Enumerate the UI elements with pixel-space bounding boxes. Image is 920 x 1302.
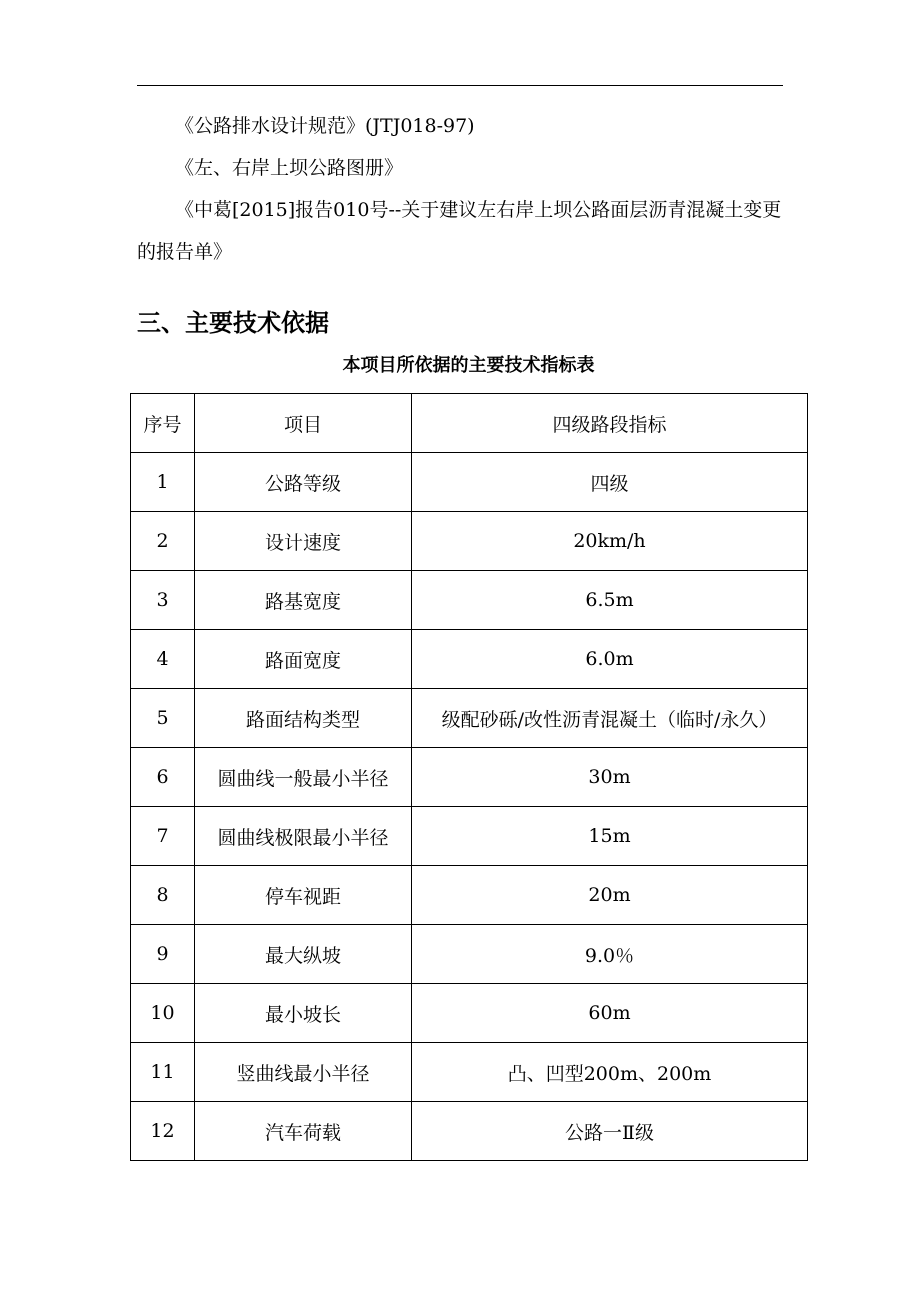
row-item: 设计速度 [195,512,412,571]
row-indicator: 公路一Ⅱ级 [412,1102,808,1161]
row-index: 3 [131,571,195,630]
row-item: 最小坡长 [195,984,412,1043]
row-indicator: 6.5m [412,571,808,630]
row-indicator: 15m [412,807,808,866]
reference-item: 《公路排水设计规范》(JTJ018-97) [175,115,475,137]
row-indicator: 6.0m [412,630,808,689]
table-row [131,1043,808,1102]
row-indicator: 凸、凹型200m、200m [412,1043,808,1102]
table-row [131,571,808,630]
row-item: 圆曲线极限最小半径 [195,807,412,866]
row-index: 1 [131,453,195,512]
table-row [131,748,808,807]
row-indicator: 级配砂砾/改性沥青混凝土（临时/永久） [412,689,808,748]
table-row [131,630,808,689]
row-index: 10 [131,984,195,1043]
header-rule [137,85,783,86]
row-index: 12 [131,1102,195,1161]
row-index: 4 [131,630,195,689]
table-caption: 本项目所依据的主要技术指标表 [342,355,595,376]
row-index: 11 [131,1043,195,1102]
row-item: 公路等级 [195,453,412,512]
column-header-index: 序号 [131,394,195,453]
row-item: 圆曲线一般最小半径 [195,748,412,807]
row-indicator: 20m [412,866,808,925]
row-indicator: 60m [412,984,808,1043]
table-row [131,807,808,866]
row-item: 路面宽度 [195,630,412,689]
row-indicator: 20km/h [412,512,808,571]
row-item: 最大纵坡 [195,925,412,984]
row-index: 9 [131,925,195,984]
table-row [131,866,808,925]
row-index: 8 [131,866,195,925]
technical-indicator-table [130,393,808,1161]
reference-item: 《左、右岸上坝公路图册》 [175,157,404,179]
row-index: 6 [131,748,195,807]
row-index: 5 [131,689,195,748]
row-index: 7 [131,807,195,866]
column-header-indicator: 四级路段指标 [412,394,808,453]
row-indicator: 四级 [412,453,808,512]
row-indicator: 9.0％ [412,925,808,984]
row-item: 停车视距 [195,866,412,925]
row-indicator: 30m [412,748,808,807]
reference-list [137,105,787,273]
table-row [131,1102,808,1161]
section-heading: 三、主要技术依据 [137,309,329,337]
column-header-item: 项目 [195,394,412,453]
table-row [131,512,808,571]
table-row [131,453,808,512]
table-row [131,689,808,748]
table-row [131,925,808,984]
row-item: 路面结构类型 [195,689,412,748]
row-index: 2 [131,512,195,571]
row-item: 汽车荷载 [195,1102,412,1161]
reference-item: 《中葛[2015]报告010号--关于建议左右岸上坝公路面层沥青混凝土变更的报告单》 [137,199,782,263]
row-item: 路基宽度 [195,571,412,630]
table-header-row [131,394,808,453]
row-item: 竖曲线最小半径 [195,1043,412,1102]
table-row [131,984,808,1043]
